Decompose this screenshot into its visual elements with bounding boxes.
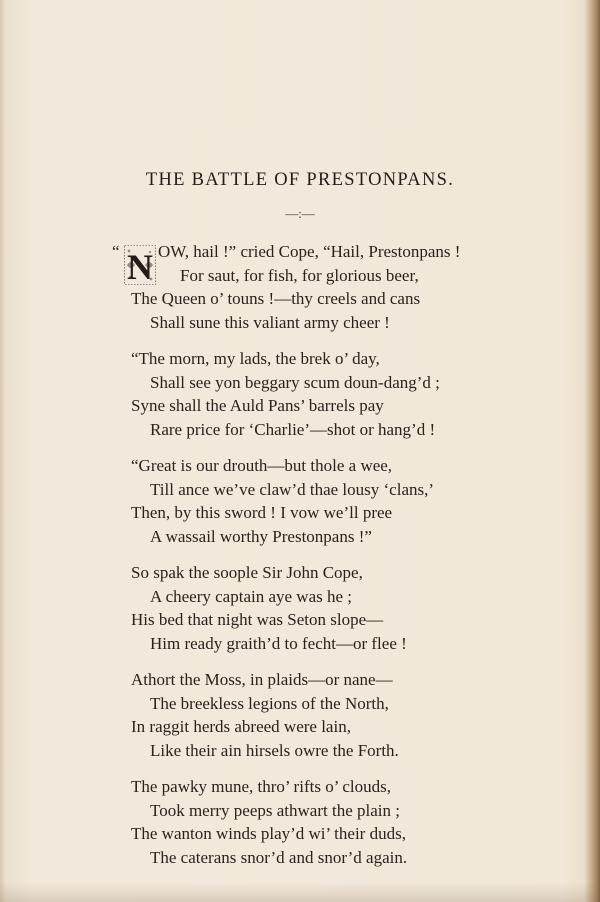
stanza-4	[0, 561, 600, 655]
poem-line: His bed that night was Seton slope—	[131, 610, 384, 629]
poem-title: THE BATTLE OF PRESTONPANS.	[145, 170, 455, 190]
poem-line: The wanton winds play’d wi’ their duds,	[131, 824, 406, 843]
poem-line: A cheery captain aye was he ;	[150, 586, 353, 606]
dropcap-letter: N	[127, 247, 153, 285]
poem-line: For saut, for fish, for glorious beer,	[180, 265, 419, 285]
poem-line: Like their ain hirsels owre the Forth.	[150, 740, 399, 760]
poem-line: The pawky mune, thro’ rifts o’ clouds,	[131, 777, 391, 796]
poem-line: Shall see yon beggary scum doun-dang’d ;	[150, 372, 440, 392]
poem-line: The caterans snor’d and snor’d again.	[150, 847, 408, 867]
poem-line: Shall sune this valiant army cheer !	[150, 312, 390, 332]
stanza-3	[0, 454, 600, 548]
poem-line: OW, hail !” cried Cope, “Hail, Prestonpans !	[158, 242, 461, 261]
poem-line: Rare price for ‘Charlie’—shot or hang’d !	[150, 419, 436, 439]
ornamental-dropcap-n-icon	[124, 245, 156, 285]
poem-line: “Great is our drouth—but thole a wee,	[131, 456, 393, 475]
stanza-2	[0, 347, 600, 441]
poem-line: Then, by this sword ! I vow we’ll pree	[131, 503, 393, 522]
poem-body	[0, 240, 600, 882]
poem-line: So spak the soople Sir John Cope,	[131, 563, 363, 582]
poem-line: In raggit herds abreed were lain,	[131, 717, 351, 736]
stanza-5	[0, 668, 600, 762]
poem-line: “The morn, my lads, the brek o’ day,	[131, 349, 380, 368]
poem-line: Him ready graith’d to fecht—or flee !	[150, 633, 407, 653]
poem-line: A wassail worthy Prestonpans !”	[150, 526, 372, 546]
poem-line: Athort the Moss, in plaids—or nane—	[131, 670, 393, 689]
poem-line: Took merry peeps athwart the plain ;	[150, 800, 400, 820]
title-divider: —:—	[285, 206, 315, 221]
poem-line: The Queen o’ touns !—thy creels and cans	[131, 289, 421, 308]
page-edge-shadow	[0, 882, 600, 902]
poem-line: Till ance we’ve claw’d thae lousy ‘clans,’	[150, 479, 435, 499]
poem-line: Syne shall the Auld Pans’ barrels pay	[131, 396, 384, 415]
poem-line: The breekless legions of the North,	[150, 693, 389, 713]
opening-quote: “	[112, 242, 120, 261]
stanza-1	[0, 240, 600, 334]
stanza-6	[0, 775, 600, 869]
